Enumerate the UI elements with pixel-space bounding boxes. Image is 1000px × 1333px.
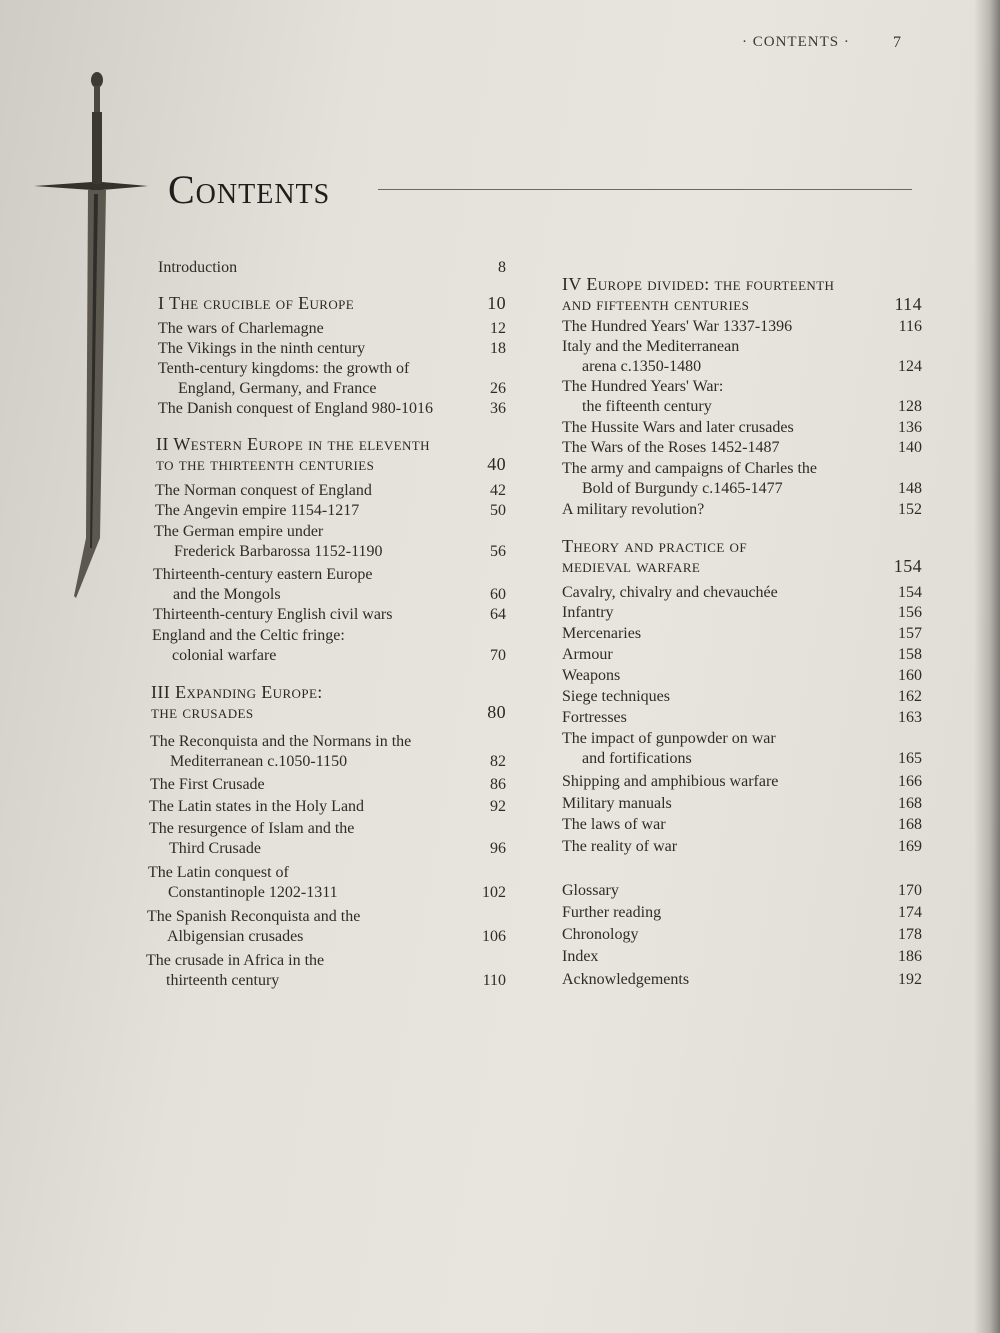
section-heading	[562, 536, 922, 576]
entry-page-number: 106	[482, 928, 506, 945]
entry-page-number: 152	[898, 501, 922, 518]
entry-page-number: 70	[490, 647, 506, 664]
entry-page-number: 157	[898, 625, 922, 642]
entry-title-line: The reality of war	[562, 838, 678, 855]
toc-entry	[562, 418, 922, 438]
toc-entry	[562, 459, 922, 499]
entry-title-line: IV Europe divided: the fourteenth	[562, 274, 835, 294]
entry-title-line: I The crucible of Europe	[158, 293, 355, 313]
toc-entry	[562, 666, 922, 686]
entry-title-line: II Western Europe in the eleventh	[156, 434, 430, 454]
toc-entry	[562, 438, 922, 458]
toc-entry	[158, 359, 506, 399]
toc-entry	[149, 797, 506, 817]
entry-page-number: 169	[898, 838, 922, 855]
section-heading	[158, 293, 506, 313]
entry-title-line: Constantinople 1202-1311	[168, 884, 338, 901]
entry-page-number: 158	[898, 646, 922, 663]
entry-title-line: Shipping and amphibious warfare	[562, 773, 779, 790]
entry-page-number: 154	[898, 584, 922, 601]
entry-title-line: The Danish conquest of England 980-1016	[158, 400, 434, 417]
page-number: 7	[893, 34, 901, 51]
entry-title-line: The Hundred Years' War:	[562, 378, 724, 395]
entry-title-line: The Hussite Wars and later crusades	[562, 419, 794, 436]
toc-entry	[154, 522, 506, 562]
sword-illustration	[30, 68, 150, 628]
entry-title-line: Thirteenth-century eastern Europe	[153, 566, 373, 583]
entry-title-line: Fortresses	[562, 709, 627, 726]
entry-title-line: Siege techniques	[562, 688, 670, 705]
entry-page-number: 10	[487, 293, 506, 313]
toc-entry	[158, 339, 506, 359]
entry-page-number: 36	[490, 400, 506, 417]
entry-title-line: Theory and practice of	[562, 536, 747, 556]
entry-title-line: Bold of Burgundy c.1465-1477	[582, 480, 783, 497]
contents-left-column	[146, 0, 506, 1333]
entry-page-number: 82	[490, 753, 506, 770]
entry-page-number: 50	[490, 502, 506, 519]
running-head: · CONTENTS ·	[742, 34, 850, 50]
entry-title-line: England and the Celtic fringe:	[152, 627, 345, 644]
entry-page-number: 8	[498, 259, 506, 276]
toc-entry	[562, 947, 922, 967]
entry-title-line: Introduction	[158, 259, 238, 276]
toc-entry	[155, 501, 506, 521]
entry-page-number: 128	[898, 398, 922, 415]
entry-title-line: Mediterranean c.1050-1150	[170, 753, 348, 770]
toc-entry	[153, 605, 506, 625]
contents-right-column	[562, 0, 922, 1333]
entry-title-line: thirteenth century	[166, 972, 280, 989]
toc-entry	[562, 815, 922, 835]
entry-title-line: Armour	[562, 646, 613, 663]
entry-page-number: 168	[898, 795, 922, 812]
toc-entry	[562, 794, 922, 814]
toc-entry	[562, 377, 922, 417]
entry-page-number: 154	[893, 556, 922, 576]
entry-page-number: 178	[898, 926, 922, 943]
entry-title-line: Weapons	[562, 667, 621, 684]
entry-page-number: 186	[898, 948, 922, 965]
toc-entry	[153, 565, 506, 605]
entry-page-number: 160	[898, 667, 922, 684]
toc-entry	[562, 708, 922, 728]
page-edge-shadow	[974, 0, 1000, 1333]
entry-page-number: 60	[490, 586, 506, 603]
entry-page-number: 26	[490, 380, 506, 397]
entry-page-number: 162	[898, 688, 922, 705]
toc-entry	[562, 603, 922, 623]
entry-page-number: 92	[490, 798, 506, 815]
entry-page-number: 163	[898, 709, 922, 726]
toc-entry	[562, 881, 922, 901]
entry-title-line: The crusade in Africa in the	[146, 952, 325, 969]
entry-title-line: The Latin states in the Holy Land	[149, 798, 365, 815]
entry-title-line: The First Crusade	[150, 776, 265, 793]
entry-title-line: Albigensian crusades	[167, 928, 304, 945]
entry-page-number: 56	[490, 543, 506, 560]
entry-title-line: the crusades	[151, 702, 254, 722]
entry-title-line: and fortifications	[582, 750, 692, 767]
toc-entry	[562, 903, 922, 923]
toc-entry	[562, 500, 922, 520]
entry-page-number: 140	[898, 439, 922, 456]
entry-title-line: The Vikings in the ninth century	[158, 340, 366, 357]
toc-entry	[152, 626, 506, 666]
entry-title-line: colonial warfare	[172, 647, 277, 664]
entry-title-line: The Angevin empire 1154-1217	[155, 502, 360, 519]
entry-page-number: 165	[898, 750, 922, 767]
entry-title-line: Thirteenth-century English civil wars	[153, 606, 393, 623]
entry-title-line: The Latin conquest of	[148, 864, 289, 881]
entry-page-number: 116	[898, 318, 922, 335]
entry-title-line: Chronology	[562, 926, 639, 943]
section-heading	[562, 274, 922, 314]
entry-title-line: Index	[562, 948, 599, 965]
entry-page-number: 110	[482, 972, 506, 989]
page-title: Contents	[168, 167, 331, 212]
toc-entry	[158, 399, 506, 419]
entry-title-line: Third Crusade	[169, 840, 261, 857]
toc-entry	[148, 863, 506, 903]
entry-title-line: The Norman conquest of England	[155, 482, 372, 499]
entry-title-line: Further reading	[562, 904, 662, 921]
entry-title-line: and the Mongols	[173, 586, 281, 603]
entry-title-line: Cavalry, chivalry and chevauchée	[562, 584, 778, 601]
toc-entry	[158, 319, 506, 339]
entry-title-line: Infantry	[562, 604, 614, 621]
toc-entry	[147, 907, 506, 947]
entry-title-line: The army and campaigns of Charles the	[562, 460, 818, 477]
section-heading	[151, 682, 506, 722]
toc-entry	[150, 775, 506, 795]
toc-entry	[562, 772, 922, 792]
entry-page-number: 170	[898, 882, 922, 899]
entry-title-line: Military manuals	[562, 795, 672, 812]
entry-page-number: 136	[898, 419, 922, 436]
entry-title-line: Glossary	[562, 882, 619, 899]
entry-page-number: 148	[898, 480, 922, 497]
entry-page-number: 192	[898, 971, 922, 988]
entry-title-line: medieval warfare	[562, 556, 701, 576]
entry-page-number: 166	[898, 773, 922, 790]
entry-page-number: 12	[490, 320, 506, 337]
toc-entry	[562, 687, 922, 707]
entry-title-line: arena c.1350-1480	[582, 358, 702, 375]
entry-page-number: 124	[898, 358, 922, 375]
toc-entry	[562, 837, 922, 857]
entry-page-number: 114	[894, 294, 922, 314]
entry-page-number: 168	[898, 816, 922, 833]
entry-page-number: 156	[898, 604, 922, 621]
entry-title-line: The Hundred Years' War 1337-1396	[562, 318, 793, 335]
entry-title-line: and fifteenth centuries	[562, 294, 750, 314]
entry-title-line: Italy and the Mediterranean	[562, 338, 740, 355]
toc-entry	[562, 729, 922, 769]
toc-entry	[146, 951, 506, 991]
entry-title-line: The impact of gunpowder on war	[562, 730, 776, 747]
toc-entry	[562, 645, 922, 665]
entry-page-number: 80	[487, 702, 506, 722]
entry-title-line: The resurgence of Islam and the	[149, 820, 355, 837]
entry-title-line: The German empire under	[154, 523, 324, 540]
toc-entry	[562, 317, 922, 337]
entry-title-line: Acknowledgements	[562, 971, 690, 988]
toc-entry	[158, 258, 506, 278]
entry-page-number: 64	[490, 606, 506, 623]
toc-entry	[150, 732, 506, 772]
toc-entry	[562, 583, 922, 603]
section-heading	[156, 434, 506, 474]
toc-entry	[562, 925, 922, 945]
entry-page-number: 96	[490, 840, 506, 857]
entry-title-line: England, Germany, and France	[178, 380, 377, 397]
entry-title-line: Mercenaries	[562, 625, 642, 642]
toc-entry	[562, 970, 922, 990]
entry-page-number: 40	[487, 454, 506, 474]
entry-page-number: 18	[490, 340, 506, 357]
entry-page-number: 86	[490, 776, 506, 793]
entry-title-line: III Expanding Europe:	[151, 682, 323, 702]
entry-title-line: The laws of war	[562, 816, 666, 833]
entry-title-line: The Reconquista and the Normans in the	[150, 733, 412, 750]
entry-title-line: Tenth-century kingdoms: the growth of	[158, 360, 410, 377]
entry-page-number: 102	[482, 884, 506, 901]
toc-entry	[149, 819, 506, 859]
entry-title-line: The Wars of the Roses 1452-1487	[562, 439, 780, 456]
entry-title-line: the fifteenth century	[582, 398, 712, 415]
entry-page-number: 174	[898, 904, 922, 921]
toc-entry	[155, 481, 506, 501]
toc-entry	[562, 624, 922, 644]
toc-entry	[562, 337, 922, 377]
entry-title-line: to the thirteenth centuries	[156, 454, 375, 474]
entry-title-line: Frederick Barbarossa 1152-1190	[174, 543, 383, 560]
entry-title-line: A military revolution?	[562, 501, 705, 518]
entry-title-line: The Spanish Reconquista and the	[147, 908, 361, 925]
entry-title-line: The wars of Charlemagne	[158, 320, 324, 337]
entry-page-number: 42	[490, 482, 506, 499]
